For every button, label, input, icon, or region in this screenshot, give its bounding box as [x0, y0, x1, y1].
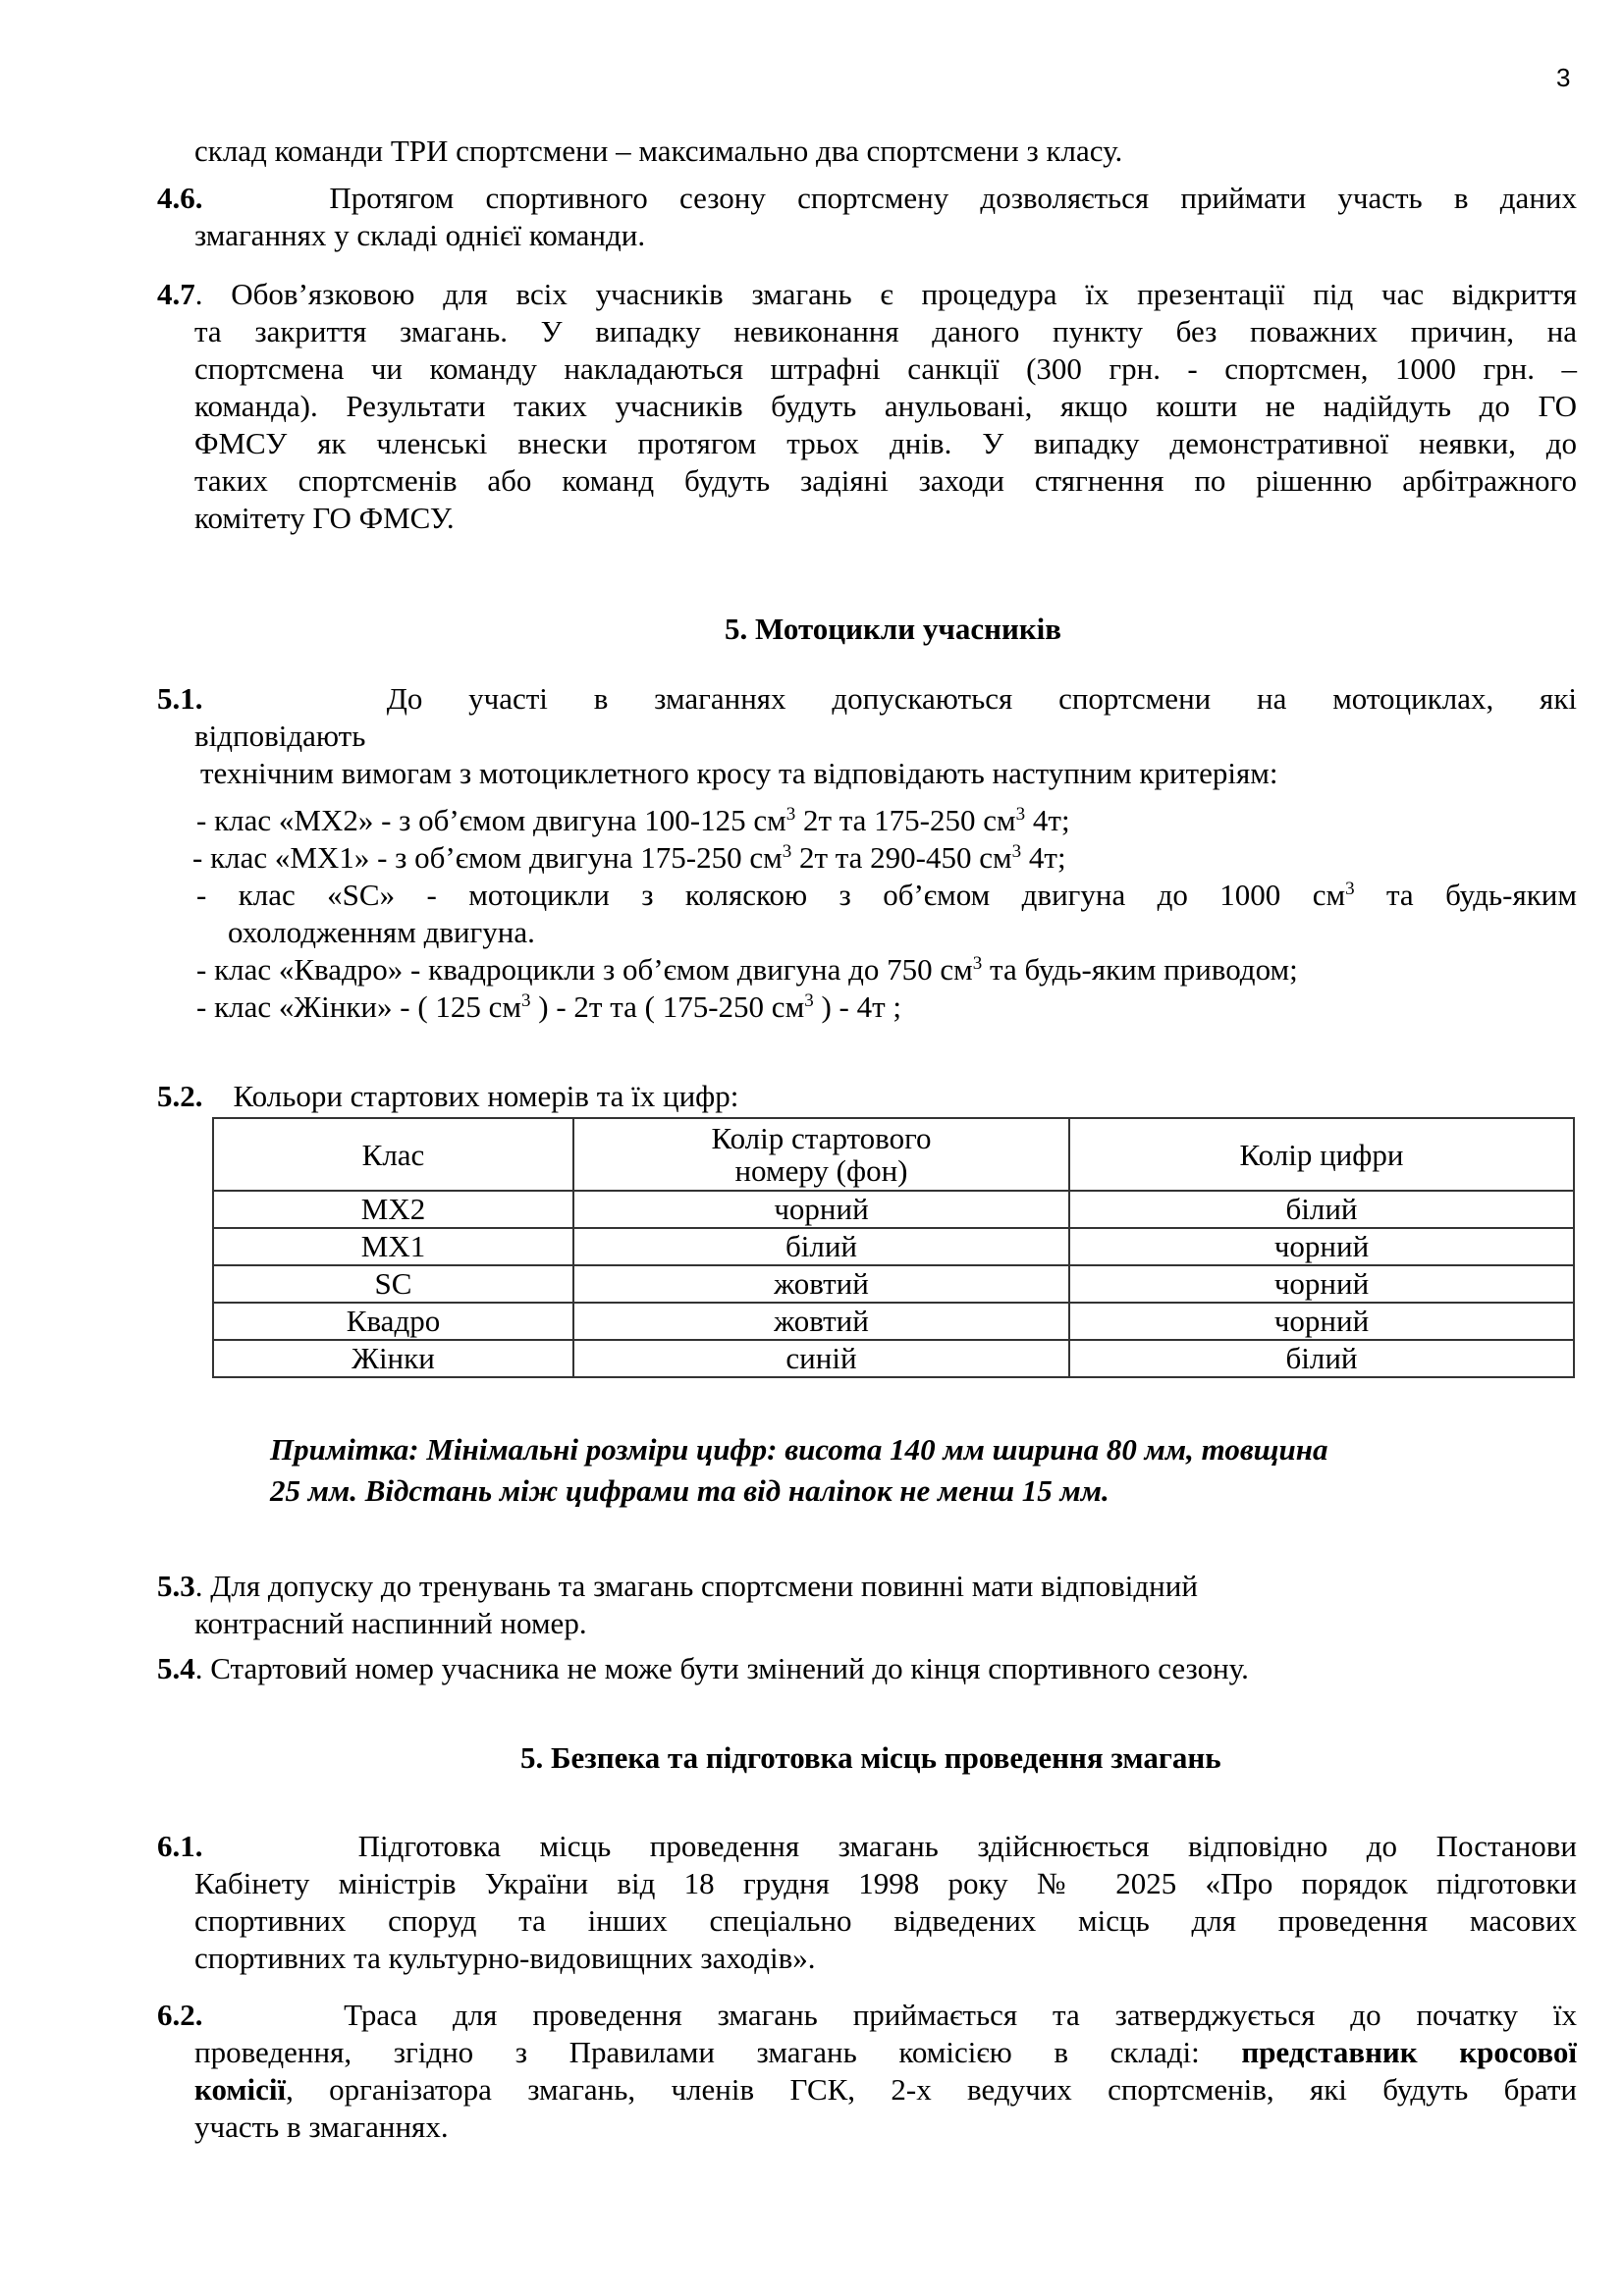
paragraph-text: проведення, згідно з Правилами змагань комісією в складі: представник кросової: [194, 2035, 1577, 2069]
paragraph-text: спортивних та культурно-видовищних заходів».: [194, 1941, 816, 1975]
cell-class: MX2: [213, 1191, 573, 1228]
paragraph-text: технічним вимогам з мотоциклетного кросу та відповідають наступним критеріям:: [200, 756, 1278, 790]
class-item-quad: - клас «Квадро» - квадроцикли з об’ємом двигуна до 750 $см^3$ та будь-яким приводом;: [196, 952, 1298, 987]
cell-background: синій: [573, 1340, 1069, 1377]
team-composition-line: склад команди ТРИ спортсмени – максимально два спортсмени з класу.: [194, 133, 1123, 168]
page-number: 3: [1556, 63, 1571, 92]
table-row: [213, 1340, 1574, 1377]
paragraph-6-2: [157, 1997, 1577, 2146]
paragraph-text: контрасний наспинний номер.: [194, 1606, 587, 1640]
paragraph-text: Траса для проведення змагань приймається та затверджується до початку їх: [344, 1998, 1577, 2032]
paragraph-4-7: [157, 276, 1577, 537]
paragraph-4-6: [157, 180, 1577, 254]
cell-digit: чорний: [1069, 1228, 1574, 1265]
table-row: [213, 1191, 1574, 1228]
cell-digit: білий: [1069, 1191, 1574, 1228]
clause-number: 6.2.: [157, 1998, 203, 2032]
paragraph-text: змаганнях у складі однієї команди.: [194, 218, 646, 252]
clause-number: 5.3: [157, 1569, 195, 1603]
paragraph-5-3: [157, 1568, 1577, 1642]
paragraph-text: відповідають: [194, 719, 366, 753]
paragraph-5-4: [157, 1650, 1577, 1687]
note-minimum-digit-sizes: [270, 1429, 1546, 1512]
paragraph-text: . Для допуску до тренувань та змагань спортсмени повинні мати відповідний: [194, 1569, 1198, 1603]
table-header-row: [213, 1118, 1574, 1191]
paragraph-text: . Обов’язковою для всіх учасників змагань є процедура їх презентації під час відкриття: [194, 277, 1577, 311]
paragraph-text: Кабінету міністрів України від 18 грудня 1998 року № 2025 «Про порядок підготовки: [194, 1866, 1577, 1900]
paragraph-text: участь в змаганнях.: [194, 2109, 449, 2144]
cell-class: Квадро: [213, 1303, 573, 1340]
note-line: 25 мм. Відстань між цифрами та від наліпок не менш 15 мм.: [270, 1473, 1109, 1508]
class-criteria-list: [192, 802, 1577, 1026]
clause-number: 4.7: [157, 277, 195, 311]
class-item-mx1: - клас «MX1» - з об’ємом двигуна 175-250 $см^3$ 2т та 290-450 $см^3$ 4т;: [192, 840, 1066, 875]
paragraph-text: команда). Результати таких учасників будуть анульовані, якщо кошти не надійдуть до ГО: [194, 389, 1577, 423]
paragraph-text: ФМСУ як членські внески протягом трьох днів. У випадку демонстративної неявки, до: [194, 426, 1577, 460]
cell-digit: чорний: [1069, 1303, 1574, 1340]
paragraph-text: таких спортсменів або команд будуть задіяні заходи стягнення по рішенню арбітражного: [194, 463, 1577, 498]
clause-number: 5.1.: [157, 681, 203, 716]
paragraph-text: Протягом спортивного сезону спортсмену дозволяється приймати участь в даних: [329, 181, 1577, 215]
paragraph-text: комісії, організатора змагань, членів ГСК, 2-х ведучих спортсменів, які будуть брати: [194, 2072, 1577, 2107]
table-row: [213, 1228, 1574, 1265]
section-4-continuation: [157, 133, 1577, 170]
paragraph-text: спортивних споруд та інших спеціально відведених місць для проведення масових: [194, 1903, 1577, 1938]
cell-digit: чорний: [1069, 1265, 1574, 1303]
paragraph-5-1: [157, 680, 1577, 792]
class-item-sc: - клас «SC» - мотоцикли з коляскою з об’ємом двигуна до 1000 $см^3$ та будь-яким: [196, 878, 1577, 912]
class-item-sc-continued: охолодженням двигуна.: [228, 915, 535, 949]
class-item-women: - клас «Жінки» - ( 125 $см^3$ ) - 2т та ( 175-250 $см^3$ ) - 4т ;: [196, 989, 901, 1024]
paragraph-5-2: [157, 1078, 1577, 1115]
paragraph-text: Кольори стартових номерів та їх цифр:: [233, 1079, 739, 1113]
cell-background: білий: [573, 1228, 1069, 1265]
paragraph-6-1: [157, 1828, 1577, 1977]
clause-number: 5.2.: [157, 1079, 203, 1113]
section-5-heading: 5. Мотоцикли учасників: [725, 612, 1062, 646]
class-item-mx2: - клас «MX2» - з об’ємом двигуна 100-125 $см^3$ 2т та 175-250 $см^3$ 4т;: [196, 803, 1070, 837]
cell-digit: білий: [1069, 1340, 1574, 1377]
clause-number: 4.6.: [157, 181, 203, 215]
bold-committee-rep: представник кросової: [1241, 2035, 1577, 2069]
table-row: [213, 1303, 1574, 1340]
paragraph-text: комітету ГО ФМСУ.: [194, 501, 455, 535]
cell-class: MX1: [213, 1228, 573, 1265]
column-header-digit-color: Колір цифри: [1069, 1118, 1574, 1191]
paragraph-text: . Стартовий номер учасника не може бути змінений до кінця спортивного сезону.: [194, 1651, 1249, 1685]
cell-background: чорний: [573, 1191, 1069, 1228]
clause-number: 5.4: [157, 1651, 195, 1685]
start-number-colors-table: [212, 1117, 1575, 1378]
note-line: Примітка: Мінімальні розміри цифр: висота 140 мм ширина 80 мм, товщина: [270, 1432, 1328, 1467]
column-header-background-color: Колір стартового номеру (фон): [573, 1118, 1069, 1191]
paragraph-text: та закриття змагань. У випадку невиконання даного пункту без поважних причин, на: [194, 314, 1577, 348]
cell-background: жовтий: [573, 1265, 1069, 1303]
paragraph-text: Підготовка місць проведення змагань здійснюється відповідно до Постанови: [357, 1829, 1577, 1863]
table-row: [213, 1265, 1574, 1303]
section-6-heading: 5. Безпека та підготовка місць проведення змагань: [520, 1740, 1221, 1775]
bold-committee: комісії: [194, 2072, 287, 2107]
paragraph-text: спортсмена чи команду накладаються штрафні санкції (300 грн. - спортсмен, 1000 грн. –: [194, 351, 1577, 386]
clause-number: 6.1.: [157, 1829, 203, 1863]
column-header-class: Клас: [213, 1118, 573, 1191]
cell-background: жовтий: [573, 1303, 1069, 1340]
cell-class: SC: [213, 1265, 573, 1303]
cell-class: Жінки: [213, 1340, 573, 1377]
paragraph-text: До участі в змаганнях допускаються спортсмени на мотоциклах, які: [386, 681, 1577, 716]
